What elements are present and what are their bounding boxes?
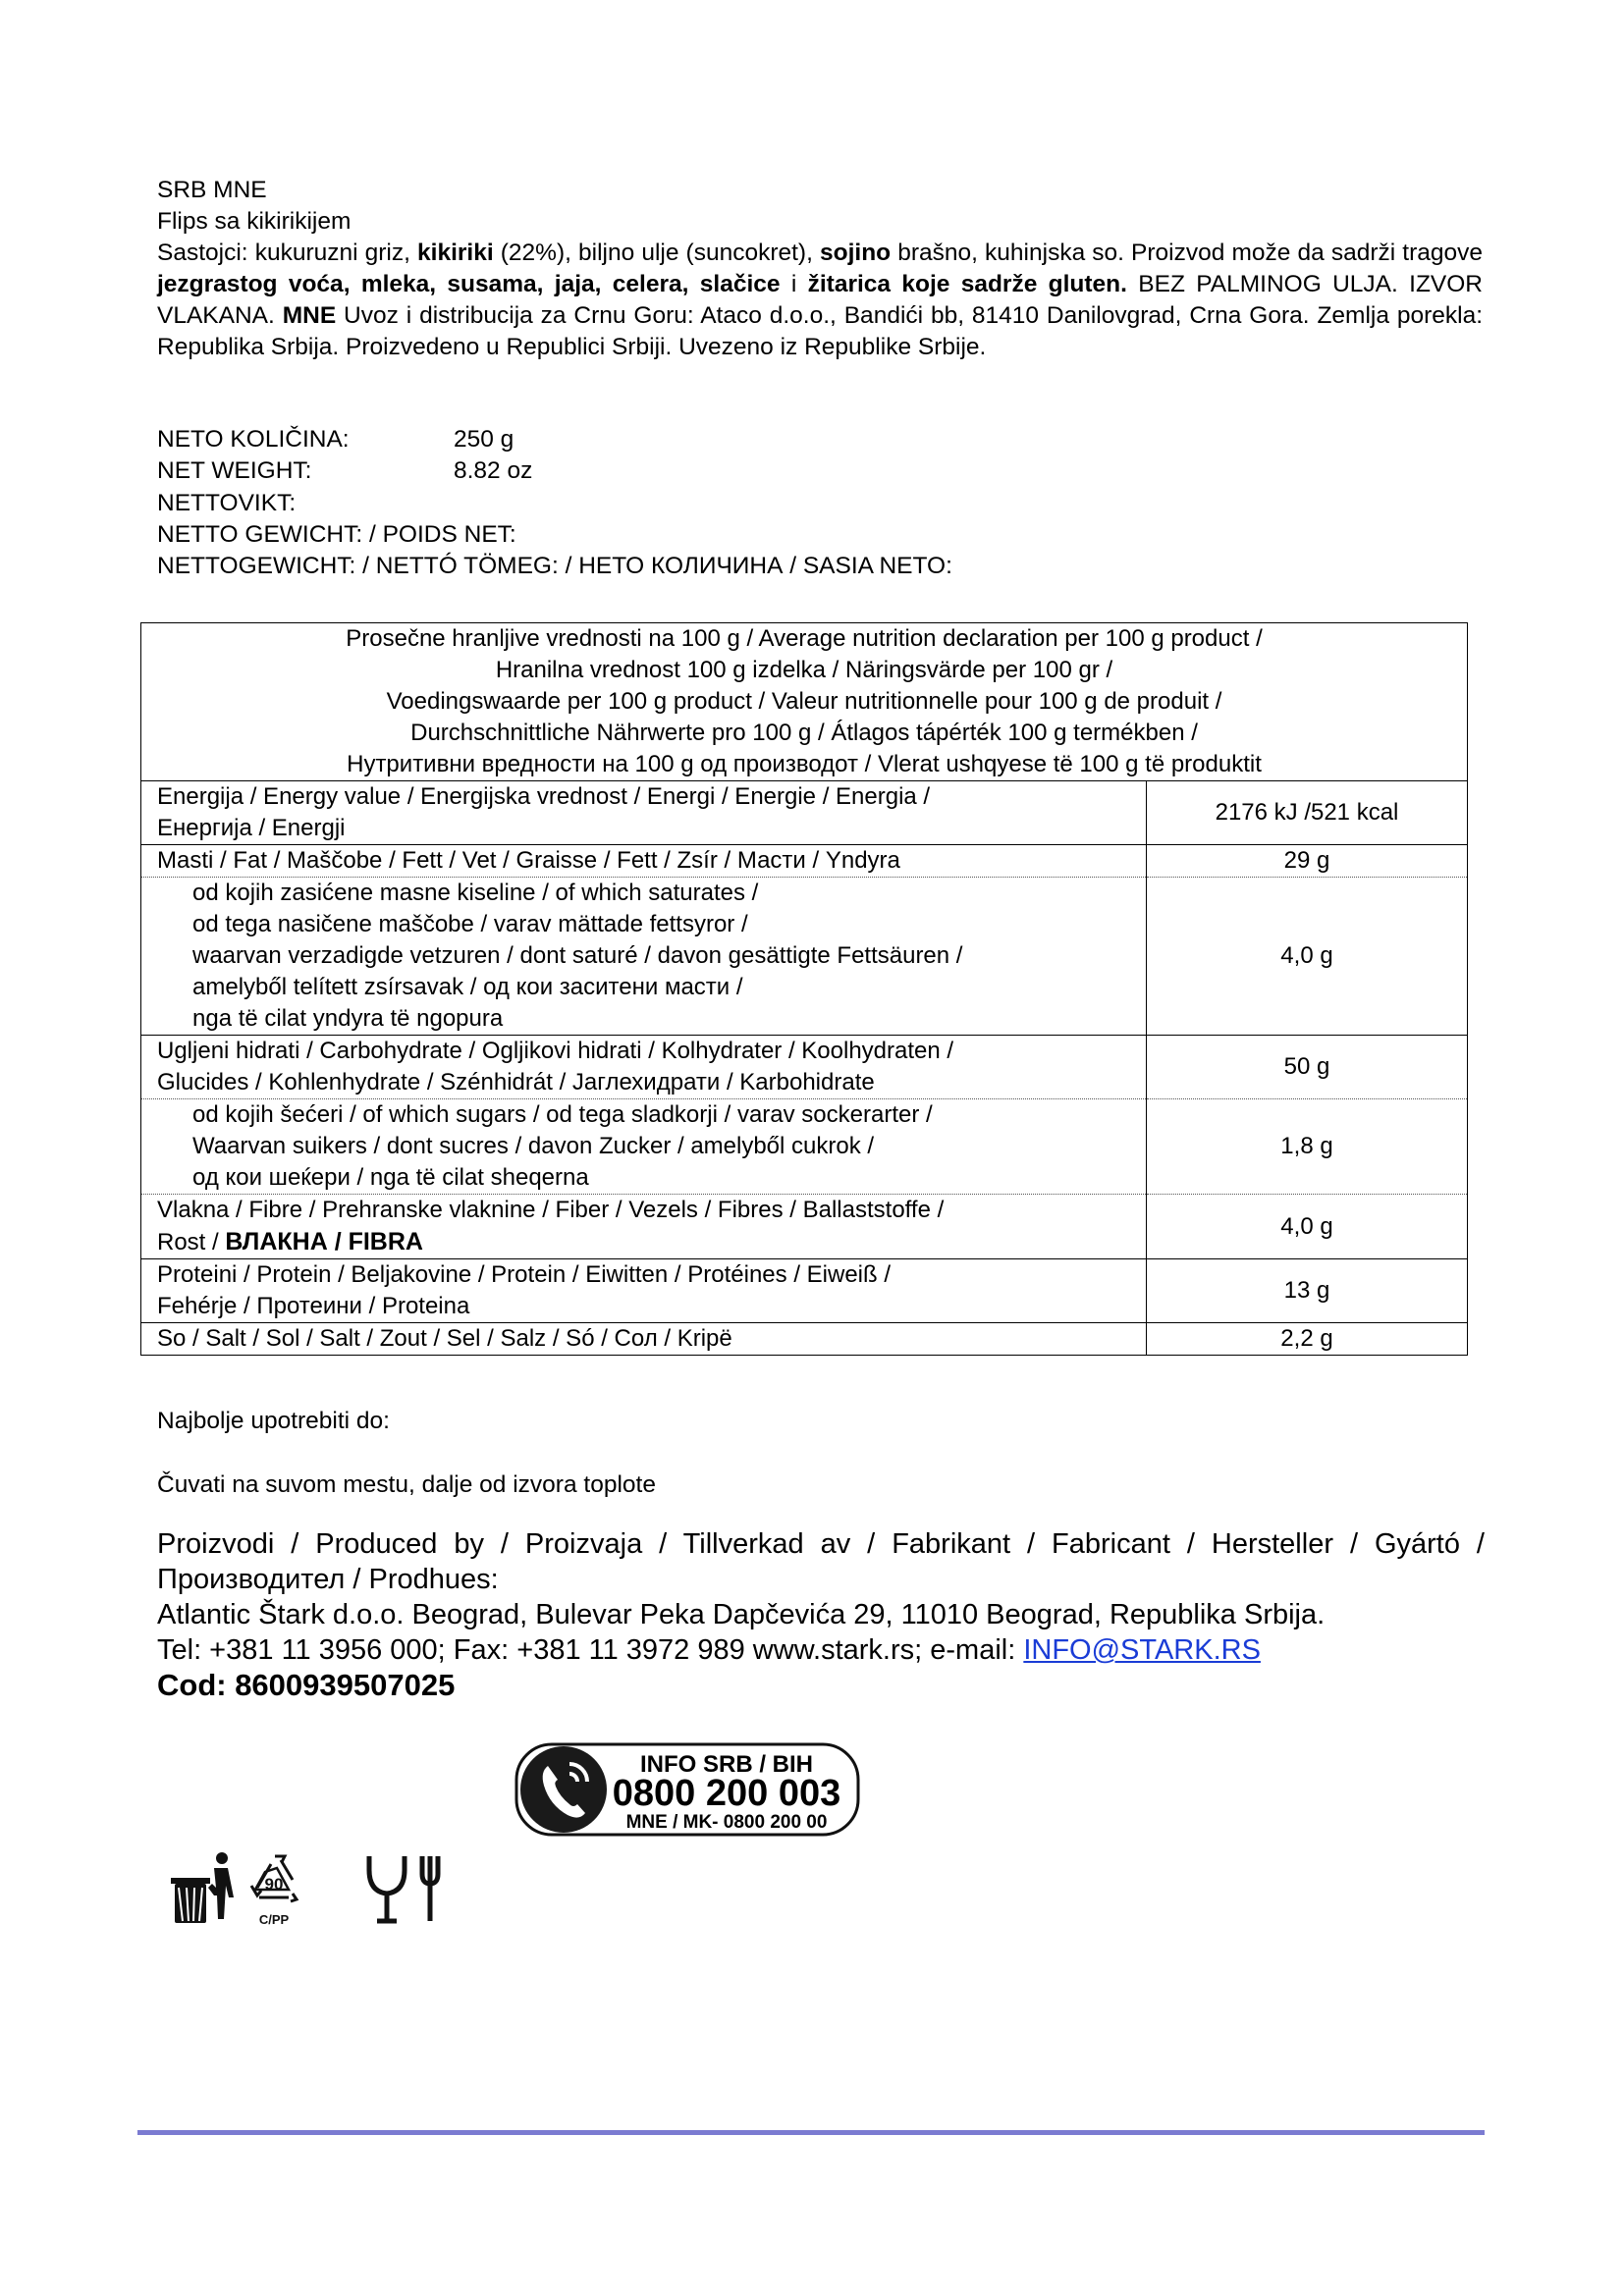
- ingredient-bold-part: kikiriki: [417, 240, 494, 266]
- badge-line-2: 0800 200 003: [612, 1773, 841, 1814]
- producer-block: [157, 1526, 1485, 1703]
- row-label: [141, 1259, 1147, 1323]
- row-label: [141, 845, 1147, 878]
- net-line-multi: NETTOGEWICHT: / NETTÓ TÖMEG: / НЕТО КОЛИЧИНА / SASIA NETO:: [157, 553, 952, 579]
- row-label-line: [157, 1226, 1146, 1258]
- heading-line: Hranilna vrednost 100 g izdelka / Näringsvärde per 100 gr /: [495, 657, 1113, 683]
- row-value: 2,2 g: [1147, 1323, 1468, 1356]
- contact-text: Tel: +381 11 3956 000; Fax: +381 11 3972 989 www.stark.rs; e-mail:: [157, 1634, 1024, 1666]
- net-quantity-line: [157, 424, 514, 455]
- info-phone-badge: [514, 1742, 860, 1837]
- producer-contact: [157, 1632, 1485, 1668]
- row-label-line: od kojih šećeri / of which sugars / od tega sladkorji / varav sockerarter /: [192, 1101, 933, 1128]
- ingredient-bold-part: sojino: [820, 240, 892, 266]
- ingredient-text-part: i: [780, 271, 808, 297]
- ingredients-paragraph: [157, 238, 1483, 363]
- table-row-carbohydrate: [141, 1036, 1468, 1099]
- recycle-material-code: C/PP: [258, 1912, 290, 1927]
- table-row-fat: [141, 845, 1468, 878]
- bottom-divider: [137, 2130, 1485, 2135]
- email-link[interactable]: INFO@STARK.RS: [1023, 1634, 1261, 1666]
- row-label-line: nga të cilat yndyra të ngopura: [192, 1005, 504, 1032]
- row-label: [141, 1323, 1147, 1356]
- row-label-line: од кои шеќери / nga të cilat sheqerna: [192, 1164, 589, 1191]
- ingredient-bold-part: žitarica koje sadrže gluten.: [807, 271, 1127, 297]
- net-weight-value: 8.82 oz: [454, 457, 533, 484]
- row-label-line: Energija / Energy value / Energijska vrednost / Energi / Energie / Energia /: [157, 783, 931, 810]
- badge-line-1: INFO SRB / BIH: [639, 1751, 814, 1778]
- ingredient-text-part: Sastojci: kukuruzni griz,: [157, 240, 418, 266]
- row-label-bold-part: ВЛАКНА / FIBRA: [225, 1228, 423, 1255]
- table-row-saturates: [141, 878, 1468, 1036]
- net-weight-line: [157, 455, 532, 487]
- row-label-line: Glucides / Kohlenhydrate / Szénhidrát / Јаглехидрати / Karbohidrate: [157, 1069, 875, 1095]
- badge-line-3: MNE / MK- 0800 200 00: [625, 1812, 828, 1833]
- recycle-number: 90: [264, 1875, 284, 1894]
- net-weight-label: NET WEIGHT:: [157, 457, 312, 484]
- ingredient-bold-part: jezgrastog voća, mleka, susama, jaja, celera, slačice: [157, 271, 781, 297]
- nutrition-table: [140, 622, 1468, 1356]
- row-label: [141, 1195, 1147, 1259]
- best-before-text: Najbolje upotrebiti do:: [157, 1408, 390, 1434]
- ingredient-text-part: BEZ PALMINOG ULJA. IZVOR VLAKANA.: [157, 271, 1483, 329]
- row-label-line: od kojih zasićene masne kiseline / of which saturates /: [192, 880, 759, 906]
- row-value: 29 g: [1147, 845, 1468, 878]
- row-label-line: Masti / Fat / Maščobe / Fett / Vet / Graisse / Fett / Zsír / Масти / Yndyra: [157, 847, 900, 874]
- nutrition-table-heading: [141, 623, 1468, 781]
- table-row-energy: [141, 781, 1468, 845]
- heading-line: Voedingswaarde per 100 g product / Valeur nutritionnelle pour 100 g de produit /: [386, 688, 1222, 715]
- row-label-line: Waarvan suikers / dont sucres / davon Zucker / amelyből cukrok /: [192, 1133, 875, 1159]
- table-row-fibre: [141, 1195, 1468, 1259]
- ingredient-text-part: brašno, kuhinjska so. Proizvod može da sadrži tragove: [891, 240, 1483, 266]
- net-line-sv: NETTOVIKT:: [157, 490, 297, 516]
- row-value: 4,0 g: [1147, 878, 1468, 1036]
- row-label-line: Proteini / Protein / Beljakovine / Protein / Eiwitten / Protéines / Eiweiß /: [157, 1261, 891, 1288]
- product-code: Cod: 8600939507025: [157, 1668, 456, 1702]
- row-label-line: Енергија / Energji: [157, 815, 346, 841]
- row-label-line: od tega nasičene maščobe / varav mättade fettsyror /: [192, 911, 748, 937]
- net-value: 250 g: [454, 426, 514, 453]
- product-name: Flips sa kikirikijem: [157, 208, 352, 235]
- row-label: [141, 781, 1147, 845]
- heading-line: Prosečne hranljive vrednosti na 100 g / Average nutrition declaration per 100 g product /: [346, 625, 1263, 652]
- table-row-sugars: [141, 1099, 1468, 1195]
- row-label: [141, 1099, 1147, 1195]
- packaging-symbols: [169, 1850, 463, 1929]
- phone-icon-circle: [520, 1746, 607, 1833]
- row-label-line: Fehérje / Протеини / Proteina: [157, 1293, 470, 1319]
- row-label-line: waarvan verzadigde vetzuren / dont saturé / davon gesättigte Fettsäuren /: [192, 942, 963, 969]
- net-label: NETO KOLIČINA:: [157, 426, 350, 453]
- storage-text: Čuvati na suvom mestu, dalje od izvora toplote: [157, 1471, 656, 1498]
- table-row-protein: [141, 1259, 1468, 1323]
- row-label: [141, 878, 1147, 1036]
- row-value: 1,8 g: [1147, 1099, 1468, 1195]
- net-line-de-fr: NETTO GEWICHT: / POIDS NET:: [157, 521, 516, 548]
- country-codes: SRB MNE: [157, 177, 267, 203]
- tidyman-bin-icon: [171, 1852, 234, 1923]
- food-safe-glass-fork-icon: [369, 1856, 438, 1921]
- row-value: 50 g: [1147, 1036, 1468, 1099]
- ingredient-bold-part: MNE: [282, 302, 337, 329]
- row-value: 4,0 g: [1147, 1195, 1468, 1259]
- produced-by-line: Proizvodi / Produced by / Proizvaja / Tillverkad av / Fabrikant / Fabricant / Hersteller / Gyártó /: [157, 1528, 1485, 1560]
- heading-line: Нутритивни вредности на 100 g од производот / Vlerat ushqyese të 100 g të produktit: [347, 751, 1262, 777]
- ingredient-text-part: (22%), biljno ulje (suncokret),: [493, 240, 820, 266]
- recycle-icon: [251, 1856, 297, 1927]
- producer-address: Atlantic Štark d.o.o. Beograd, Bulevar Peka Dapčevića 29, 11010 Beograd, Republika Srbija.: [157, 1599, 1326, 1630]
- row-label-line: amelyből telített zsírsavak / од кои заситени масти /: [192, 974, 743, 1000]
- row-label-line: Ugljeni hidrati / Carbohydrate / Ogljikovi hidrati / Kolhydrater / Koolhydraten /: [157, 1038, 954, 1064]
- row-label: [141, 1036, 1147, 1099]
- row-label-line: Vlakna / Fibre / Prehranske vlaknine / Fiber / Vezels / Fibres / Ballaststoffe /: [157, 1197, 945, 1223]
- produced-by-line-2: Производител / Prodhues:: [157, 1564, 499, 1595]
- ingredient-text-part: Uvoz i distribucija za Crnu Goru: Ataco d.o.o., Bandići bb, 81410 Danilovgrad, Crna Gora. Zemlja porekla: Republika Srbija. Proizvedeno u Republici Srbiji. Uvezeno iz Republike Srbije.: [157, 302, 1483, 360]
- row-value: 2176 kJ /521 kcal: [1147, 781, 1468, 845]
- table-row-salt: [141, 1323, 1468, 1356]
- row-label-line: So / Salt / Sol / Salt / Zout / Sel / Salz / Só / Сол / Kripë: [157, 1325, 732, 1352]
- row-label-part: Rost /: [157, 1229, 226, 1255]
- heading-line: Durchschnittliche Nährwerte pro 100 g / Átlagos tápérték 100 g termékben /: [410, 720, 1198, 746]
- row-value: 13 g: [1147, 1259, 1468, 1323]
